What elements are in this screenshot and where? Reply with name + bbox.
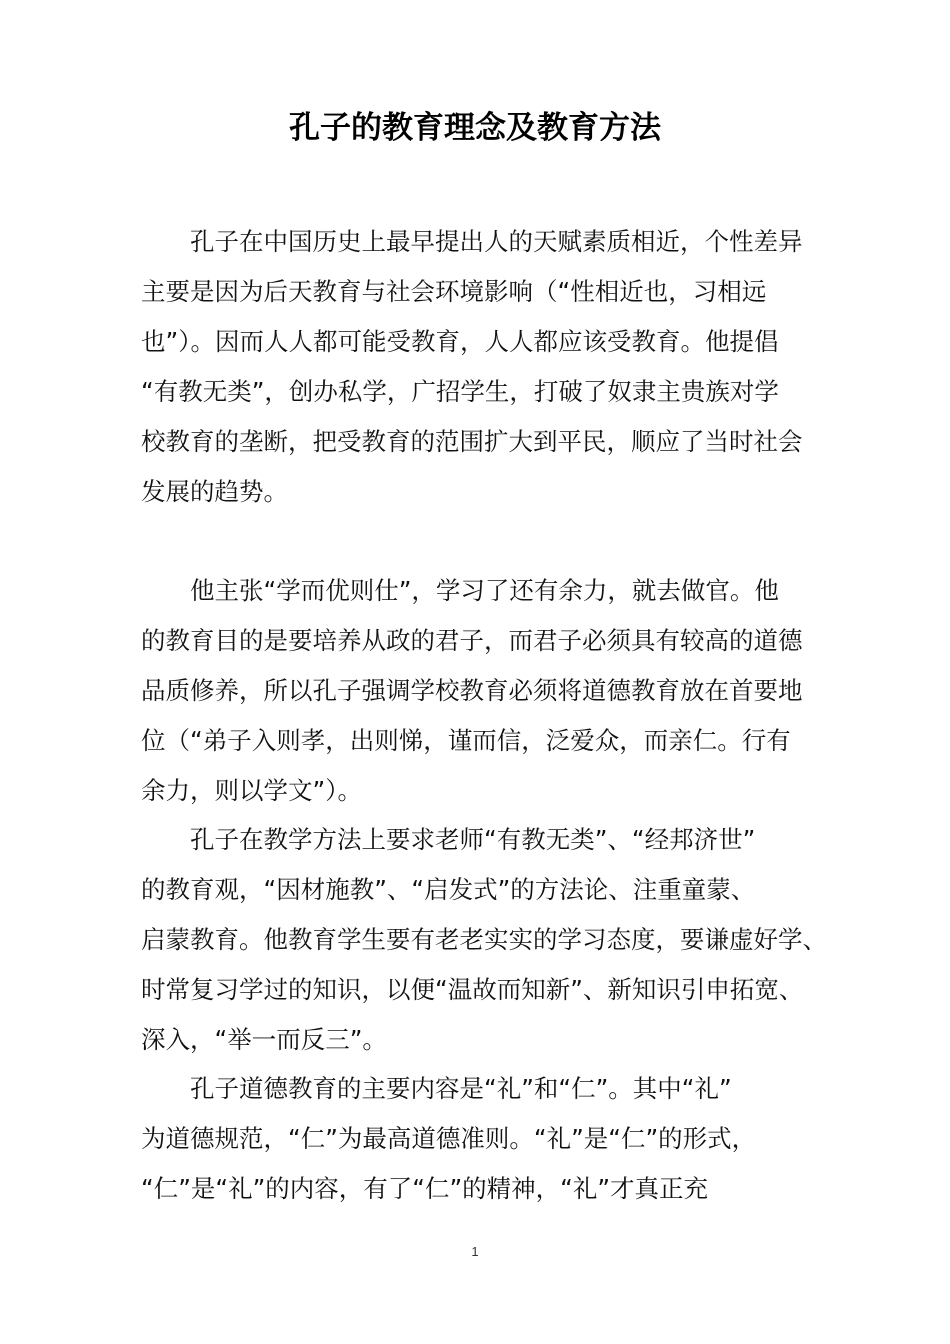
body-line: 启蒙教育。他教育学生要有老老实实的学习态度，要谦虚好学、 — [141, 925, 827, 954]
body-line: 深入，“举一而反三”。 — [141, 1025, 387, 1054]
body-line: 余力，则以学文”）。 — [141, 776, 362, 805]
body-line: 主要是因为后天教育与社会环境影响（“性相近也，习相远 — [141, 277, 767, 306]
body-line: 为道德规范，“仁”为最高道德准则。“礼”是“仁”的形式， — [141, 1124, 757, 1153]
body-line: 他主张“学而优则仕”，学习了还有余力，就去做官。他 — [141, 576, 779, 605]
body-line: 的教育目的是要培养从政的君子，而君子必须具有较高的道德 — [141, 626, 803, 655]
body-line: 发展的趋势。 — [141, 477, 288, 506]
page-number: 1 — [471, 1244, 479, 1259]
body-line: 位（“弟子入则孝，出则悌，谨而信，泛爱众，而亲仁。行有 — [141, 726, 791, 755]
body-line: 时常复习学过的知识，以便“温故而知新”、新知识引申拓宽、 — [141, 975, 804, 1004]
body-line: 的教育观，“因材施教”、“启发式”的方法论、注重童蒙、 — [141, 875, 756, 904]
body-line: 孔子道德教育的主要内容是“礼”和“仁”。其中“礼” — [141, 1074, 732, 1103]
body-line: “仁”是“礼”的内容，有了“仁”的精神，“礼”才真正充 — [141, 1174, 709, 1203]
body-line: 也”）。因而人人都可能受教育，人人都应该受教育。他提倡 — [141, 327, 779, 356]
body-line: 孔子在教学方法上要求老师“有教无类”、“经邦济世” — [141, 825, 756, 854]
body-line: 校教育的垄断，把受教育的范围扩大到平民，顺应了当时社会 — [141, 427, 803, 456]
body-line: 品质修养，所以孔子强调学校教育必须将道德教育放在首要地 — [141, 676, 803, 705]
body-line: “有教无类”，创办私学，广招学生，打破了奴隶主贵族对学 — [141, 377, 779, 406]
body-line: 孔子在中国历史上最早提出人的天赋素质相近，个性差异 — [141, 227, 803, 256]
document-title: 孔子的教育理念及教育方法 — [289, 110, 661, 146]
